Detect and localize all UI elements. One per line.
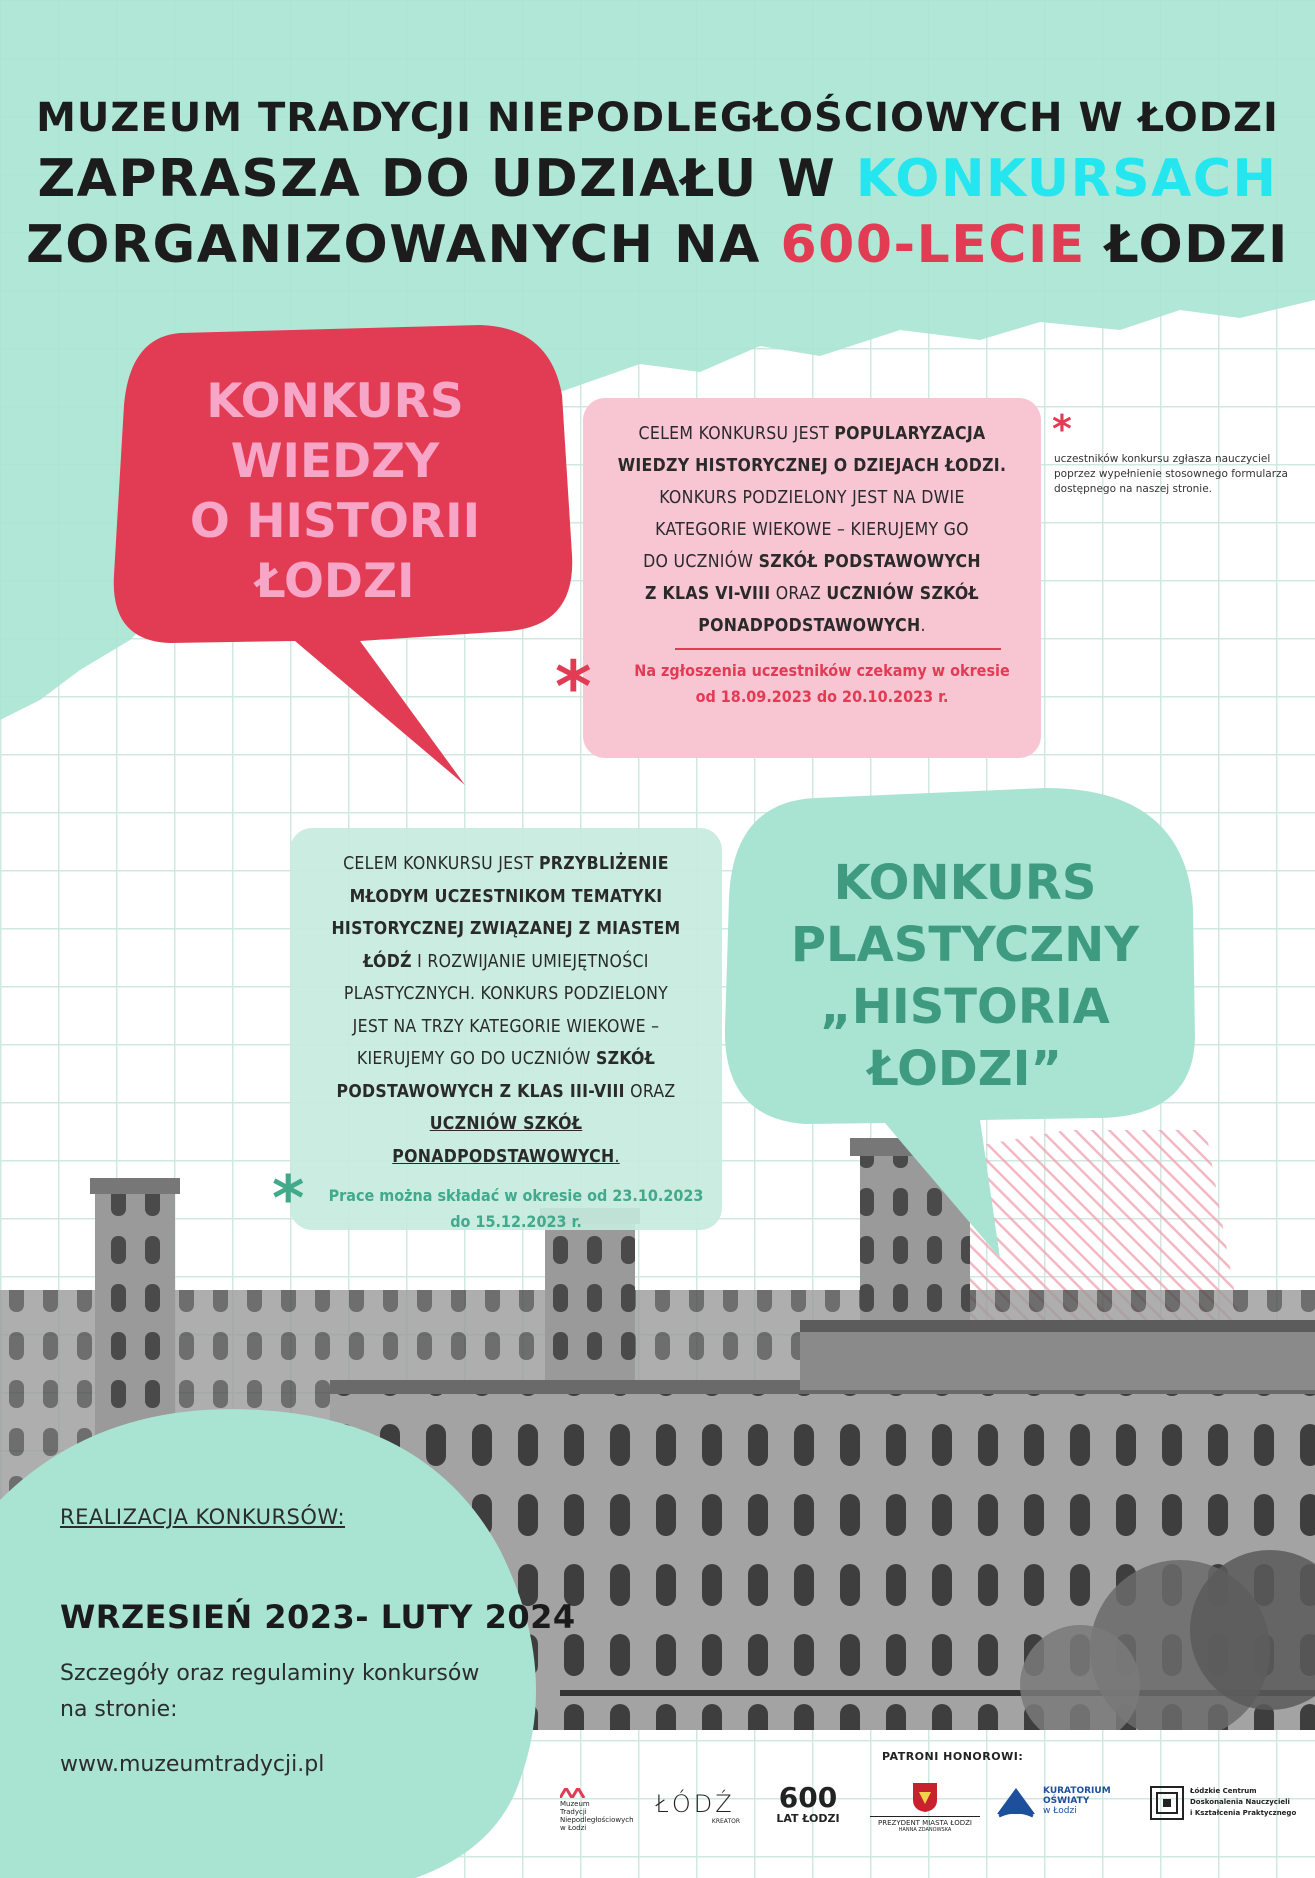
desc-bold: PRZYBLIŻENIE [538, 854, 669, 874]
contest1-title [150, 372, 520, 612]
desc-bold: Z KLAS VI-VIII [645, 584, 771, 604]
contest1-title-line: WIEDZY [230, 434, 440, 489]
desc-text: . [920, 616, 926, 636]
header [0, 90, 1315, 278]
logo-text: PREZYDENT MIASTA ŁODZI [870, 1816, 980, 1827]
header-highlight-konkursach: KONKURSACH [855, 149, 1278, 209]
desc-bold: UCZNIÓW SZKÓŁ [826, 584, 979, 604]
header-line-3-text: ZORGANIZOWANYCH NA [26, 215, 781, 275]
desc-bold: POPULARYZACJA [834, 424, 986, 444]
desc-bold: PODSTAWOWYCH Z KLAS III-VIII [336, 1081, 625, 1102]
desc-bold: SZKÓŁ [595, 1049, 656, 1069]
desc-bold: SZKÓŁ PODSTAWOWYCH [758, 552, 981, 572]
desc-text: CELEM KONKURSU JEST [638, 424, 835, 444]
note-line: Prace można składać w okresie od 23.10.2023 [328, 1186, 704, 1205]
ldn-centrum-logo [1150, 1786, 1300, 1820]
contest2-asterisk-icon: * [272, 1162, 305, 1235]
logo-text: OŚWIATY [1043, 1796, 1090, 1806]
contest2-title [765, 852, 1165, 1100]
header-line-3-end: ŁODZI [1085, 215, 1289, 275]
museum-logo [560, 1788, 650, 1832]
desc-line [318, 1108, 694, 1173]
contest1-title-line: O HISTORII [189, 494, 481, 549]
desc-line [611, 514, 1013, 546]
desc-text: DO UCZNIÓW [643, 552, 759, 572]
logo-text: Doskonalenia Nauczycieli [1190, 1798, 1290, 1806]
website-link[interactable]: www.muzeumtradycji.pl [60, 1752, 325, 1777]
desc-text: . [614, 1146, 620, 1167]
contest2-deadline-note [290, 1183, 722, 1235]
desc-bold: PONADPODSTAWOWYCH [698, 616, 921, 636]
desc-text: CELEM KONKURSU JEST [343, 854, 539, 874]
desc-line [611, 450, 1013, 482]
desc-line [318, 881, 694, 914]
desc-line [611, 546, 1013, 578]
logo-text: Muzeum [560, 1800, 590, 1808]
desc-text: KATEGORIE WIEKOWE – KIERUJEMY GO [655, 520, 969, 540]
contest2-title-line: „HISTORIA [820, 979, 1110, 1035]
desc-text: KIERUJEMY GO DO UCZNIÓW [356, 1049, 596, 1069]
desc-bold: WIEDZY HISTORYCZNEJ O DZIEJACH ŁODZI. [617, 456, 1007, 476]
kuratorium-logo [995, 1786, 1145, 1818]
desc-bold: MŁODYM UCZESTNIKOM TEMATYKI [349, 886, 663, 907]
logo-text: LAT ŁODZI [776, 1812, 840, 1825]
details-text [60, 1656, 520, 1728]
prezydent-logo [870, 1782, 980, 1833]
lodz-logo [650, 1790, 740, 1825]
desc-line [611, 610, 1013, 642]
desc-bold: HISTORYCZNEJ ZWIĄZANEJ Z MIASTEM [331, 919, 681, 939]
desc-text: ORAZ [624, 1081, 676, 1102]
contest2-title-line: ŁODZI” [868, 1041, 1062, 1097]
contest-dates: WRZESIEŃ 2023- LUTY 2024 [60, 1598, 576, 1636]
desc-line [611, 418, 1013, 450]
details-line: Szczegóły oraz regulaminy konkursów [60, 1661, 480, 1686]
contest2-description [290, 828, 722, 1173]
desc-text: I ROZWIJANIE UMIEJĘTNOŚCI [411, 951, 649, 972]
coat-of-arms-icon [912, 1782, 938, 1812]
details-line: na stronie: [60, 1697, 178, 1722]
patrons-heading: PATRONI HONOROWI: [882, 1750, 1024, 1763]
contest2-title-line: PLASTYCZNY [790, 917, 1140, 973]
desc-line [611, 482, 1013, 514]
logo-text: 600 [778, 1781, 838, 1814]
desc-text: KONKURS PODZIELONY JEST NA DWIE [659, 488, 965, 508]
contest1-info-box [583, 398, 1041, 758]
museum-logo-icon [560, 1788, 590, 1798]
contest1-description [583, 398, 1041, 642]
desc-text: JEST NA TRZY KATEGORIE WIEKOWE – [352, 1016, 660, 1037]
note-line: Na zgłoszenia uczestników czekamy w okresie [634, 661, 1010, 680]
contest1-deadline-note [583, 658, 1041, 710]
side-note-text: uczestników konkursu zgłasza nauczyciel poprzez wypełnienie stosownego formularza dostępnego na naszej stronie. [1054, 453, 1288, 495]
contest2-info-box [290, 828, 722, 1230]
desc-text: ORAZ [770, 584, 827, 604]
desc-bold: ŁÓDŹ [363, 951, 412, 972]
desc-bold: UCZNIÓW SZKÓŁ PONADPODSTAWOWYCH [392, 1114, 615, 1167]
note-line: od 18.09.2023 do 20.10.2023 r. [695, 687, 949, 706]
realizacja-label: REALIZACJA KONKURSÓW: [60, 1505, 346, 1529]
kuratorium-icon [995, 1786, 1037, 1818]
desc-line [318, 1011, 694, 1044]
logo-text: Tradycji [560, 1808, 587, 1816]
logo-text: HANNA ZDANOWSKA [898, 1827, 952, 1833]
contest1-divider [675, 648, 1001, 650]
header-highlight-600-lecie: 600-LECIE [780, 215, 1086, 275]
desc-line [318, 978, 694, 1011]
desc-line [318, 848, 694, 881]
contest1-title-line: ŁODZI [255, 554, 415, 609]
logo-text: Niepodległościowych [560, 1816, 634, 1824]
desc-line [611, 578, 1013, 610]
desc-line [318, 913, 694, 946]
centrum-icon [1150, 1786, 1184, 1820]
header-line-1: MUZEUM TRADYCJI NIEPODLEGŁOŚCIOWYCH W ŁODZI [36, 95, 1279, 141]
600-lat-lodzi-logo [768, 1781, 848, 1825]
logo-text: Łódzkie Centrum [1190, 1787, 1257, 1795]
logo-text: KREATOR [711, 1818, 740, 1825]
logo-text: i Kształcenia Praktycznego [1190, 1809, 1297, 1817]
header-line-3 [0, 212, 1315, 278]
logo-text: KURATORIUM [1043, 1786, 1111, 1796]
logo-text: w Łodzi [560, 1824, 587, 1832]
desc-text: PLASTYCZNYCH. KONKURS PODZIELONY [343, 984, 669, 1004]
desc-line [318, 1076, 694, 1109]
header-line-2 [0, 146, 1315, 212]
note-line: do 15.12.2023 r. [450, 1212, 582, 1231]
logo-text: ŁÓDŹ [655, 1790, 735, 1818]
desc-line [318, 1043, 694, 1076]
desc-line [318, 946, 694, 979]
logo-text: w Łodzi [1043, 1806, 1077, 1816]
contest1-asterisk-icon: * [555, 646, 592, 728]
contest2-title-line: KONKURS [833, 855, 1097, 911]
side-note-asterisk-icon: * [1052, 407, 1072, 451]
header-line-2-text: ZAPRASZA DO UDZIAŁU W [37, 149, 856, 209]
contest1-title-line: KONKURS [206, 374, 464, 429]
